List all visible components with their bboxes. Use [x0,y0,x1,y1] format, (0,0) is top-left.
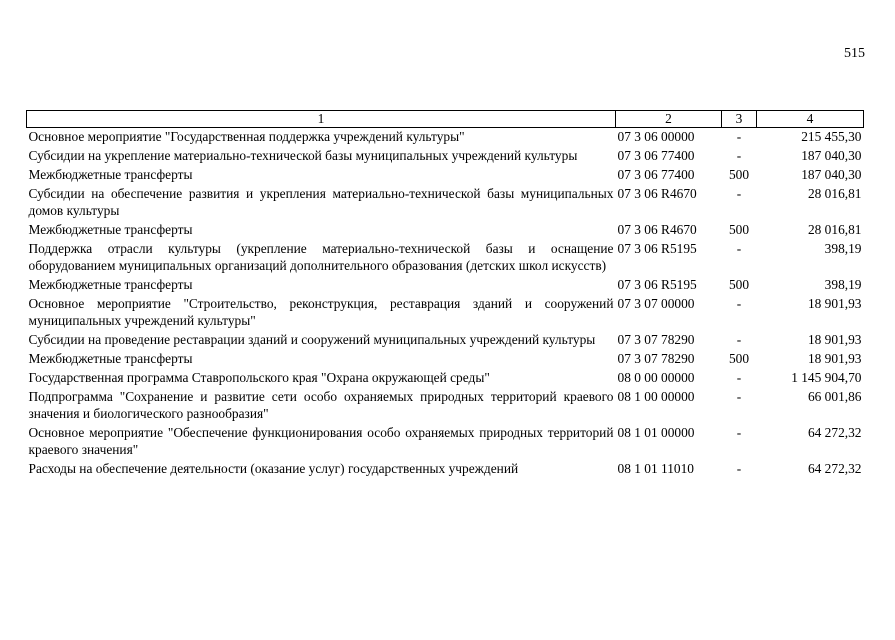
table-row [27,424,864,460]
amount: 64 272,32 [807,461,862,476]
table-row [27,460,864,479]
table-row [27,369,864,388]
expense-type-code: 500 [728,351,750,366]
amount: 28 016,81 [807,222,862,237]
amount: 18 901,93 [807,351,862,366]
expense-type-code: - [736,332,742,347]
table-row [27,221,864,240]
target-article-code: 07 3 06 R5195 [617,277,697,292]
target-article-code: 07 3 07 00000 [617,296,695,311]
table-row [27,295,864,331]
table-row [27,350,864,369]
column-header-1: 1 [27,111,616,128]
expense-name: Межбюджетные трансферты [28,351,193,366]
table-row [27,331,864,350]
amount: 187 040,30 [801,148,862,163]
expense-type-code: - [736,148,742,163]
column-header-4: 4 [757,111,864,128]
column-header-3: 3 [722,111,757,128]
amount: 398,19 [824,241,862,256]
expense-name: Подпрограмма "Сохранение и развитие сети особо охраняемых природных территорий краевого значения и биологического разнообразия" [28,389,614,421]
expense-name: Основное мероприятие "Государственная поддержка учреждений культуры" [28,129,465,144]
amount: 187 040,30 [801,167,862,182]
target-article-code: 07 3 06 77400 [617,148,695,163]
expense-name: Государственная программа Ставропольского края "Охрана окружающей среды" [28,370,490,385]
expense-type-code: - [736,296,742,311]
table-header-row [27,111,864,128]
expense-type-code: 500 [728,167,750,182]
target-article-code: 08 1 00 00000 [617,389,695,404]
amount: 398,19 [824,277,862,292]
table-row [27,128,864,148]
expense-name: Поддержка отрасли культуры (укрепление материально-технической базы и оснащение оборудованием муниципальных организаций дополнительного образования (детских школ искусств) [28,241,614,273]
table-row [27,166,864,185]
amount: 64 272,32 [807,425,862,440]
target-article-code: 07 3 07 78290 [617,332,695,347]
table-row [27,147,864,166]
table-row [27,276,864,295]
expense-type-code: - [736,186,742,201]
expense-name: Основное мероприятие "Строительство, реконструкция, реставрация зданий и сооружений муниципальных учреждений культуры" [28,296,614,328]
table-body [27,128,864,480]
expense-name: Межбюджетные трансферты [28,277,193,292]
amount: 18 901,93 [807,296,862,311]
expense-name: Межбюджетные трансферты [28,167,193,182]
page-number: 515 [844,46,865,61]
table-row [27,388,864,424]
target-article-code: 07 3 06 R5195 [617,241,697,256]
amount: 28 016,81 [807,186,862,201]
target-article-code: 07 3 06 R4670 [617,222,697,237]
target-article-code: 08 1 01 00000 [617,425,695,440]
table-row [27,240,864,276]
expense-name: Расходы на обеспечение деятельности (оказание услуг) государственных учреждений [28,461,519,476]
target-article-code: 07 3 07 78290 [617,351,695,366]
expense-type-code: - [736,425,742,440]
expense-type-code: - [736,370,742,385]
target-article-code: 08 0 00 00000 [617,370,695,385]
target-article-code: 08 1 01 11010 [617,461,694,476]
expense-type-code: - [736,241,742,256]
expense-name: Субсидии на проведение реставрации зданий и сооружений муниципальных учреждений культуры [28,332,596,347]
expense-name: Межбюджетные трансферты [28,222,193,237]
amount: 18 901,93 [807,332,862,347]
expense-type-code: - [736,389,742,404]
target-article-code: 07 3 06 R4670 [617,186,697,201]
expense-type-code: 500 [728,277,750,292]
expense-name: Субсидии на укрепление материально-технической базы муниципальных учреждений культуры [28,148,578,163]
column-header-2: 2 [616,111,722,128]
expense-name: Основное мероприятие "Обеспечение функционирования особо охраняемых природных территорий краевого значения" [28,425,614,457]
amount: 1 145 904,70 [791,370,862,385]
expense-type-code: 500 [728,222,750,237]
target-article-code: 07 3 06 77400 [617,167,695,182]
table-row [27,185,864,221]
expense-type-code: - [736,461,742,476]
expense-type-code: - [736,129,742,144]
target-article-code: 07 3 06 00000 [617,129,695,144]
amount: 215 455,30 [801,129,862,144]
amount: 66 001,86 [807,389,862,404]
budget-table [26,110,864,479]
expense-name: Субсидии на обеспечение развития и укрепления материально-технической базы муниципальных домов культуры [28,186,614,218]
